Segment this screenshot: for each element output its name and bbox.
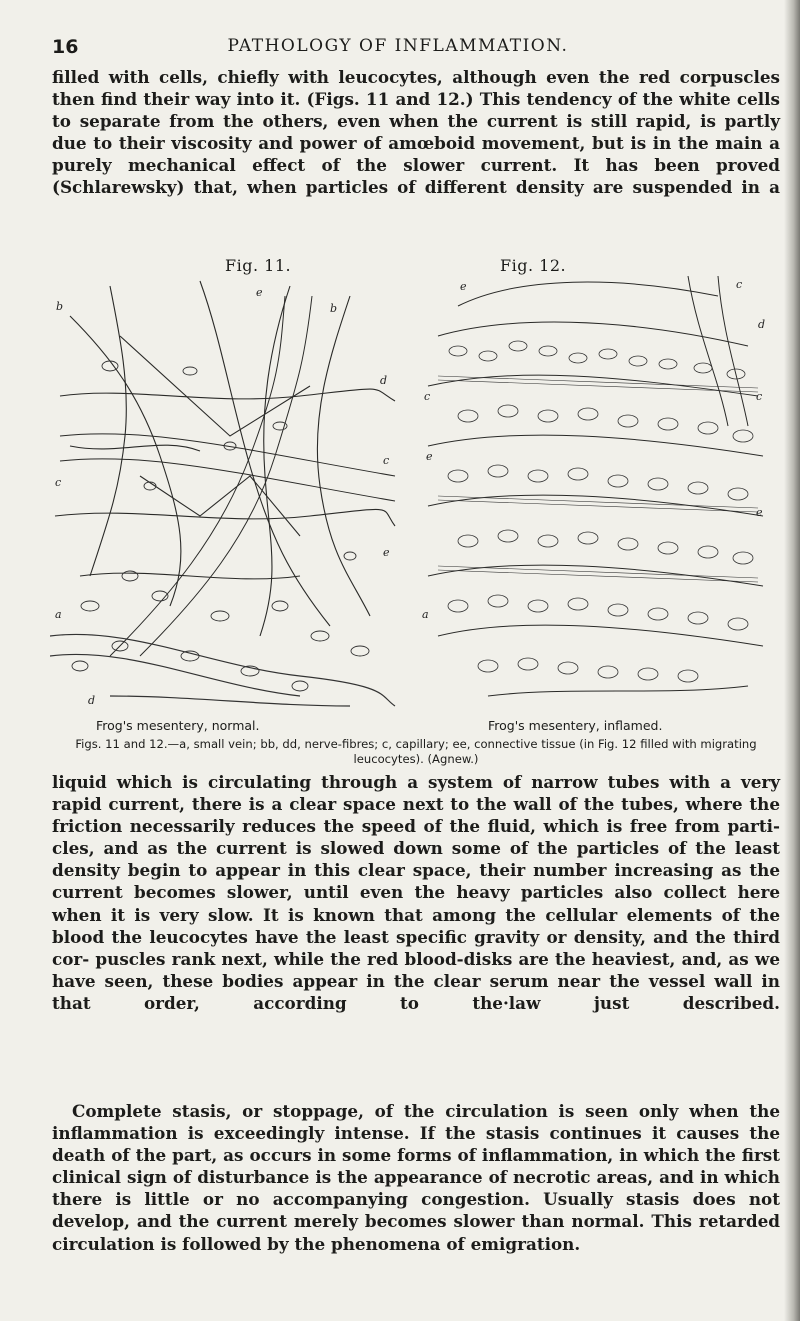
running-title: PATHOLOGY OF INFLAMMATION. [227, 36, 569, 56]
fig-11-letter-d1: d [380, 374, 388, 387]
fig-12-letter-e3: e [756, 506, 763, 519]
fig-12-letter-a: a [422, 608, 429, 621]
fig-12-subcaption: Frog's mesentery, inflamed. [488, 718, 663, 733]
fig-12-letter-c3: c [756, 390, 763, 403]
paragraph-stasis: Complete stasis, or stoppage, of the circulation is seen only when the inflammation is exceedingly intense. If the stasis continues it causes the death of the part, as occurs in some forms of inflammation, in which the first clinical sign of disturbance is the appearance of necrotic areas, and in which there is little or no accompanying congestion. Usually stasis does not develop, and the current merely becomes slower than normal. This retarded circulation is followed by the phenomena of emigration. [52, 1101, 780, 1254]
paragraph-continuation: liquid which is circulating through a system of narrow tubes with a very rapid current, there is a clear space next to the wall of the tubes, where the friction necessarily reduces the speed of the fluid, which is free from parti- cles, and as the current is slowed down some of the particles of the least density begin to appear in this clear space, their number increasing as the current becomes slower, until even the heavy particles also collect here when it is very slow. It is known that among the cellular elements of the blood the leucocytes have the least specific gravity or density, and the third cor- puscles rank next, while the red blood-disks are the heaviest, and, as we have seen, these bodies appear in the clear serum near the vessel wall in that order, according to the·law just described. [52, 772, 780, 1013]
fig-11-letter-b1: b [56, 300, 64, 313]
paragraph-intro: filled with cells, chiefly with leucocytes, although even the red corpuscles then find their way into it. (Figs. 11 and 12.) This tendency of the white cells to separate from the others, even when the current is still rapid, is partly due to their viscosity and power of amœboid movement, but is in the main a purely mechanical effect of the slower current. It has been proved (Schlarewsky) that, when particles of different density are suspended in a [52, 67, 780, 198]
fig-12-letter-e1: e [460, 280, 467, 293]
fig-12-illustration [418, 276, 770, 716]
running-head [52, 36, 744, 60]
fig-11-subcaption: Frog's mesentery, normal. [96, 718, 260, 733]
fig-12-letter-c2: c [424, 390, 431, 403]
fig-12-label: Fig. 12. [500, 256, 567, 275]
fig-11-letter-d2: d [88, 694, 96, 707]
fig-12-drawing [418, 276, 770, 716]
fig-12-letter-c1: c [736, 278, 743, 291]
fig-11-letter-a: a [55, 608, 62, 621]
page-edge-shadow [784, 0, 800, 1321]
fig-11-letter-e2: e [383, 546, 390, 559]
fig-11-letter-e1: e [256, 286, 263, 299]
fig-11-letter-c1: c [383, 454, 390, 467]
figure-caption: Figs. 11 and 12.—a, small vein; bb, dd, nerve-fibres; c, capillary; ee, connective tissue (in Fig. 12 filled with migrating leucocytes). (Agnew.) [75, 737, 757, 766]
fig-11-illustration [50, 276, 400, 716]
fig-12-letter-e2: e [426, 450, 433, 463]
page-number: 16 [52, 36, 79, 58]
fig-11-letter-c2: c [55, 476, 62, 489]
fig-11-letter-b2: b [330, 302, 338, 315]
fig-11-label: Fig. 11. [225, 256, 292, 275]
fig-12-letter-d: d [758, 318, 766, 331]
fig-11-drawing [50, 276, 400, 716]
